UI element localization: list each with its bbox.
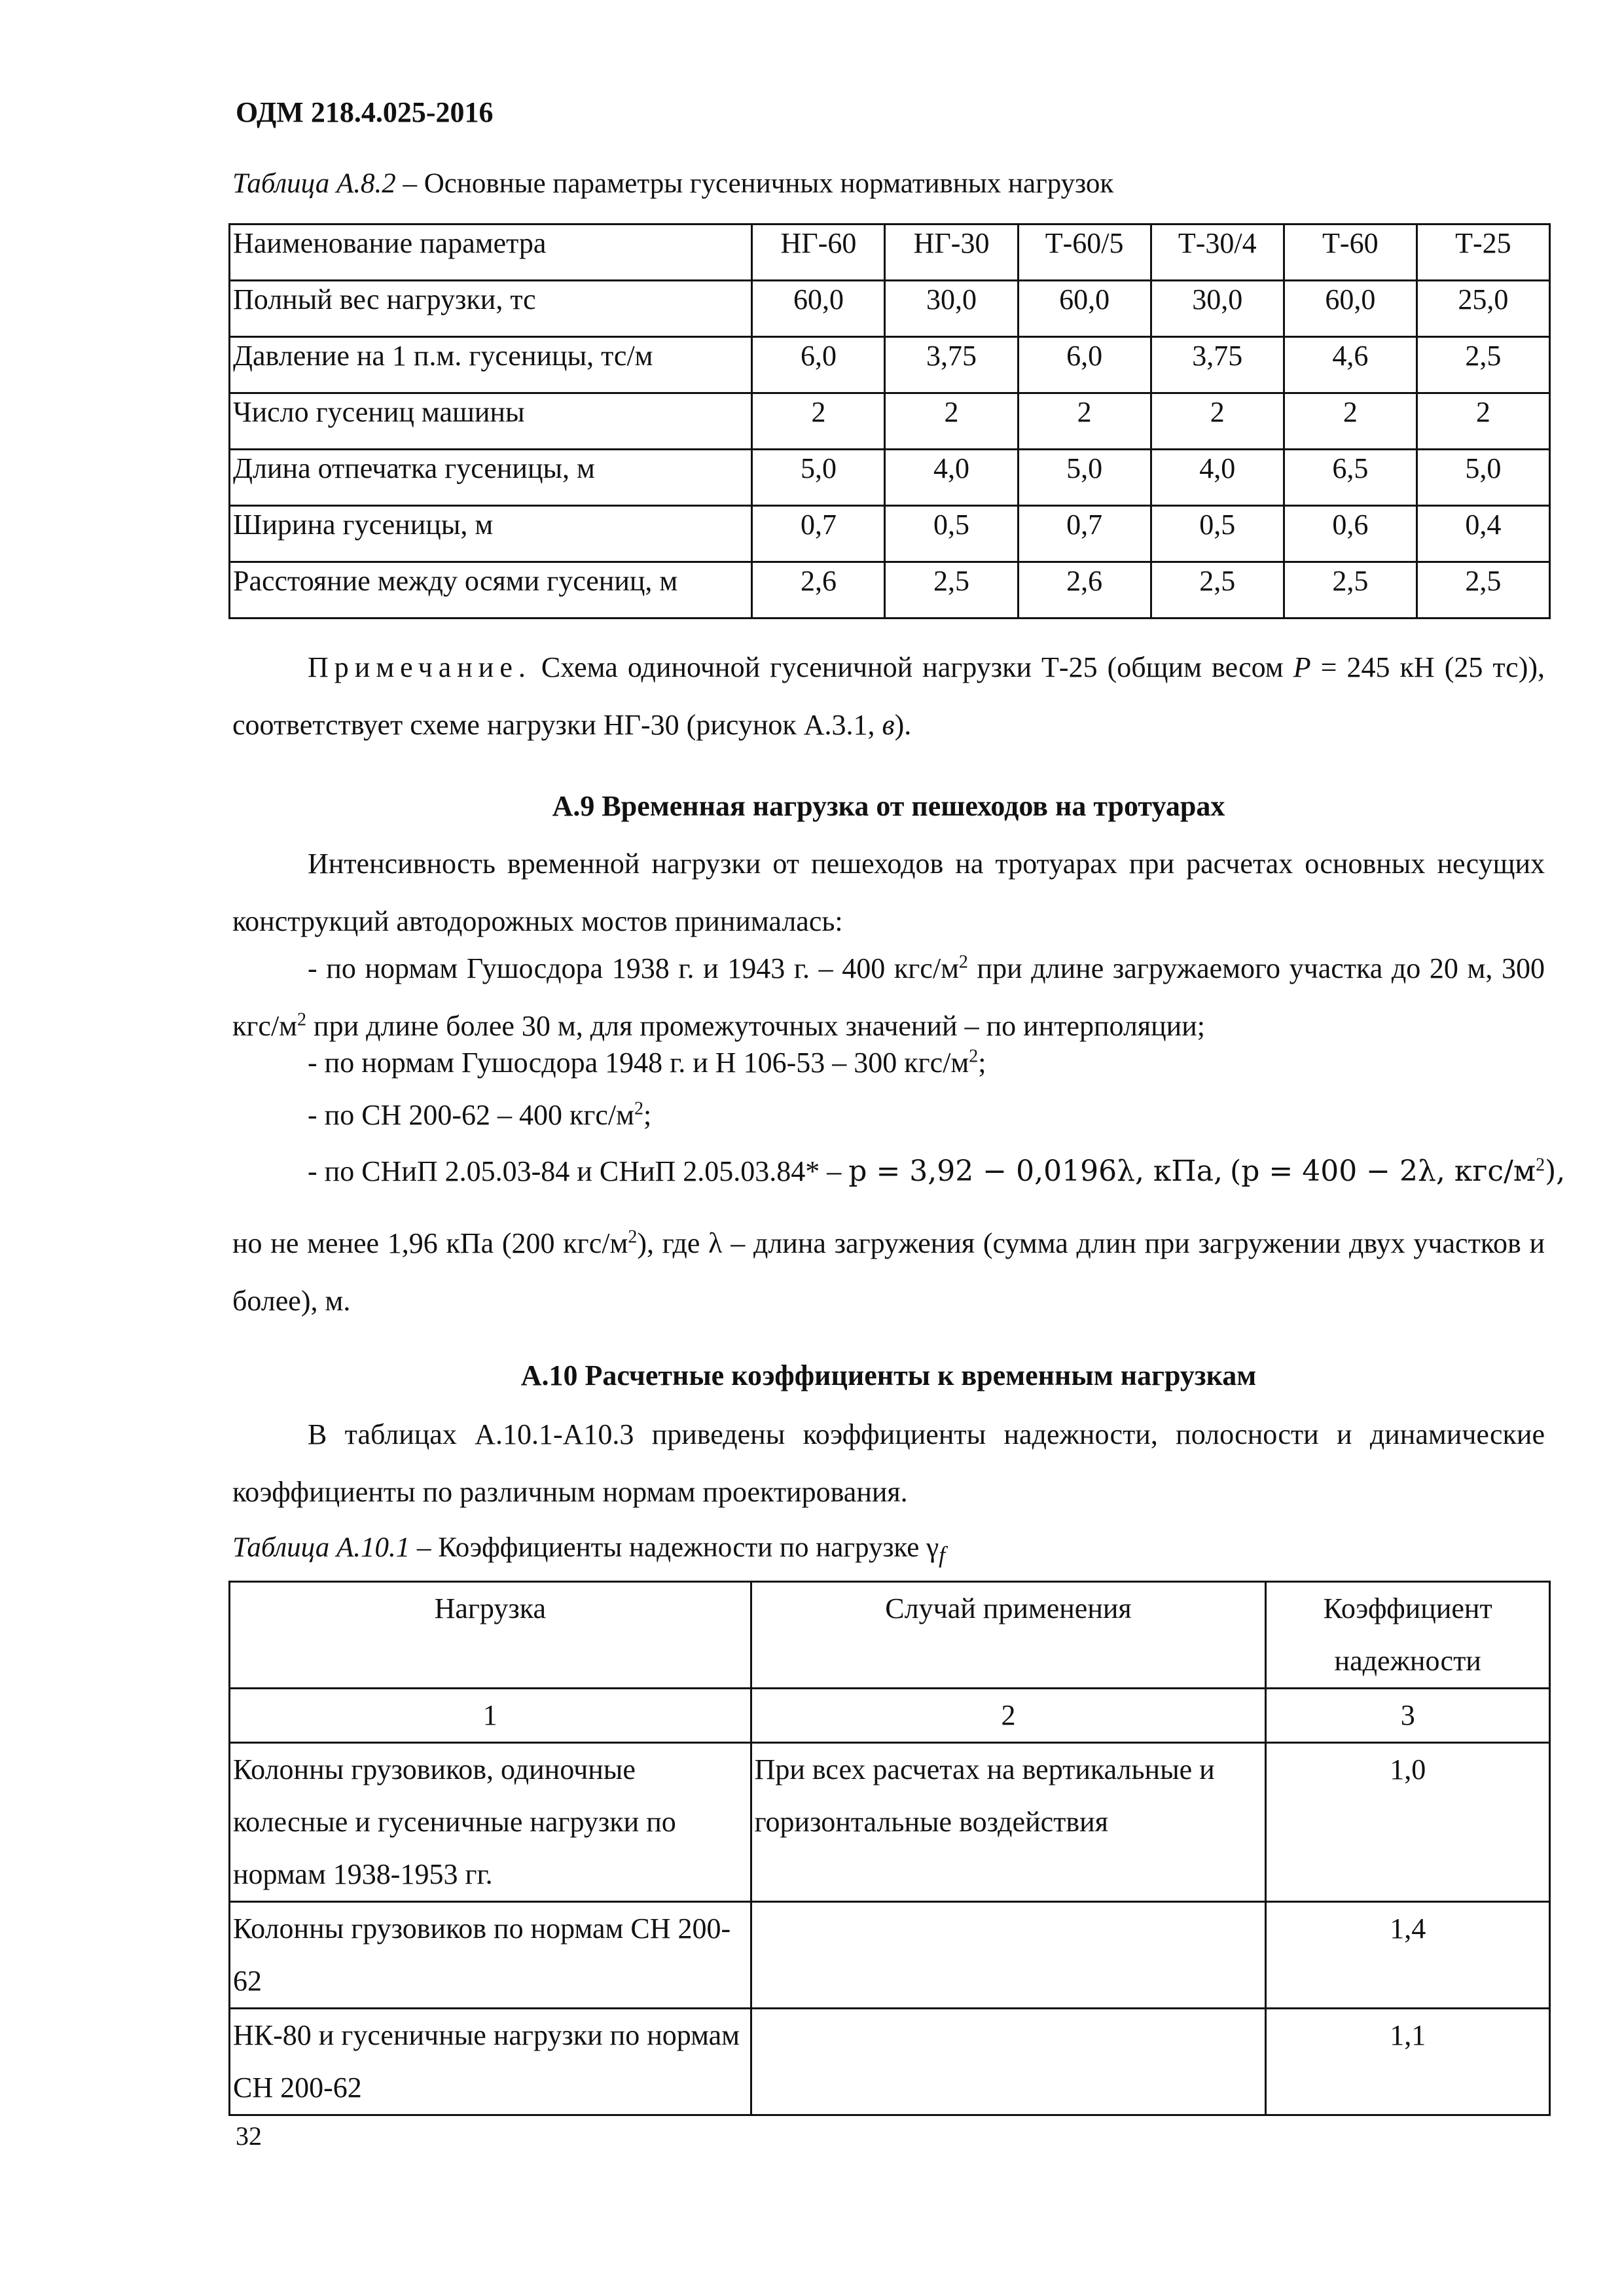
header-cell: Т-60/5 (1018, 224, 1151, 281)
track-loads-table (228, 223, 1551, 619)
table-cell: Расстояние между осями гусениц, м (230, 562, 752, 619)
table-row (230, 281, 1550, 337)
formula: p = 3,92 − 0,0196λ, кПа, (848, 1155, 1223, 1188)
table-row (230, 450, 1550, 506)
section-a9-intro: Интенсивность временной нагрузки от пешеходов на тротуарах при расчетах основных несущих конструкций автодорожных мостов принималась: (232, 848, 1545, 937)
table-cell: 2 (1416, 393, 1549, 450)
column-number: 2 (751, 1689, 1266, 1743)
table-cell: 2,6 (1018, 562, 1151, 619)
header-cell: Т-30/4 (1151, 224, 1284, 281)
table1-caption (232, 168, 1113, 200)
superscript: 2 (297, 1009, 307, 1030)
table-cell: 0,4 (1416, 506, 1549, 562)
table-cell: 2 (752, 393, 885, 450)
section-a9-continuation (232, 1215, 1545, 1330)
table-cell: 0,5 (885, 506, 1018, 562)
section-a9-item1 (232, 940, 1545, 1055)
table2-caption-sub: f (939, 1541, 946, 1568)
header-cell: Коэффициент надежности (1266, 1582, 1550, 1689)
table-cell: 30,0 (885, 281, 1018, 337)
table1-caption-label: Таблица А.8.2 (232, 168, 396, 199)
table-cell: 4,6 (1284, 337, 1416, 393)
table-cell: 4,0 (885, 450, 1018, 506)
table-cell: 2,5 (1151, 562, 1284, 619)
table1-caption-text: – Основные параметры гусеничных нормативных нагрузок (395, 168, 1114, 199)
table-cell: 2 (1151, 393, 1284, 450)
item-text: ; (978, 1047, 986, 1079)
table-header-row (230, 224, 1550, 281)
table-cell: 1,0 (1266, 1743, 1550, 1902)
table-row (230, 1743, 1550, 1902)
table-cell: 2,6 (752, 562, 885, 619)
header-cell: Т-25 (1416, 224, 1549, 281)
header-cell: Случай применения (751, 1582, 1266, 1689)
header-cell: НГ-30 (885, 224, 1018, 281)
note-var-p: P (1293, 651, 1311, 683)
table-cell: Давление на 1 п.м. гусеницы, тс/м (230, 337, 752, 393)
table2-caption (232, 1532, 945, 1569)
section-a9-item4 (308, 1155, 1565, 1188)
section-a9-title: А.9 Временная нагрузка от пешеходов на тротуарах (552, 790, 1225, 822)
table-cell: 6,0 (1018, 337, 1151, 393)
item-text: но не менее 1,96 кПа (200 кгс/м (232, 1227, 628, 1259)
superscript: 2 (628, 1227, 638, 1247)
table2-caption-text: – Коэффициенты надежности по нагрузке γ (410, 1532, 939, 1563)
table-cell: Ширина гусеницы, м (230, 506, 752, 562)
reliability-coefficients-table (228, 1581, 1551, 2116)
header-cell: НГ-60 (752, 224, 885, 281)
item-text: - по СН 200-62 – 400 кгс/м (308, 1099, 634, 1131)
table-cell: Длина отпечатка гусеницы, м (230, 450, 752, 506)
header-cell: Т-60 (1284, 224, 1416, 281)
column-number-row (230, 1689, 1550, 1743)
header-cell: Наименование параметра (230, 224, 752, 281)
item-text: при длине более 30 м, для промежуточных значений – по интерполяции; (306, 1010, 1205, 1042)
table-row (230, 393, 1550, 450)
note-text: = 245 кН (25 тс)), соответствует схеме нагрузки НГ-30 (рисунок А.3.1, (232, 651, 1545, 741)
table-cell: 2 (1284, 393, 1416, 450)
item-text: - по нормам Гушосдора 1938 г. и 1943 г. – 400 кгс/м (308, 952, 959, 984)
table-row (230, 2009, 1550, 2115)
table-cell: Число гусениц машины (230, 393, 752, 450)
table-cell: Колонны грузовиков по нормам СН 200-62 (230, 1902, 751, 2009)
document-code: ОДМ 218.4.025-2016 (236, 96, 494, 128)
table-cell: Колонны грузовиков, одиночные колесные и гусеничные нагрузки по нормам 1938-1953 гг. (230, 1743, 751, 1902)
table-cell: 2,5 (1416, 337, 1549, 393)
table-cell: 0,5 (1151, 506, 1284, 562)
formula: ), (1545, 1155, 1566, 1188)
table-cell: НК-80 и гусеничные нагрузки по нормам СН 200-62 (230, 2009, 751, 2115)
section-a9-item3 (308, 1098, 651, 1132)
column-number: 3 (1266, 1689, 1550, 1743)
table-cell: 5,0 (1416, 450, 1549, 506)
table-cell: 2,5 (885, 562, 1018, 619)
section-a10-title: А.10 Расчетные коэффициенты к временным нагрузкам (520, 1359, 1257, 1391)
column-number: 1 (230, 1689, 751, 1743)
item-text: - по нормам Гушосдора 1948 г. и Н 106-53 – 300 кгс/м (308, 1047, 969, 1079)
table-cell: 1,4 (1266, 1902, 1550, 2009)
superscript: 2 (958, 952, 968, 973)
table-cell: 5,0 (1018, 450, 1151, 506)
table-cell: 6,0 (752, 337, 885, 393)
table-header-row (230, 1582, 1550, 1689)
table-cell: 2,5 (1416, 562, 1549, 619)
header-cell: Нагрузка (230, 1582, 751, 1689)
table-cell: 0,6 (1284, 506, 1416, 562)
table2-caption-label: Таблица А.10.1 (232, 1532, 410, 1563)
table-cell (751, 2009, 1266, 2115)
section-a10-intro: В таблицах А.10.1-А10.3 приведены коэффициенты надежности, полосности и динамические коэффициенты по различным нормам проектирования. (232, 1418, 1545, 1508)
note-text: ). (894, 709, 912, 741)
superscript: 2 (1536, 1155, 1545, 1175)
table-cell (751, 1902, 1266, 2009)
item-text: при длине загружаемого участка до 20 м, 300 кгс/м (232, 952, 1545, 1042)
table-cell: 3,75 (885, 337, 1018, 393)
table-cell: 60,0 (1284, 281, 1416, 337)
table-cell: 60,0 (752, 281, 885, 337)
table-cell: 3,75 (1151, 337, 1284, 393)
note-text: Схема одиночной гусеничной нагрузки Т-25 (общим весом (531, 651, 1293, 683)
table-cell: 30,0 (1151, 281, 1284, 337)
item-text: - по СНиП 2.05.03-84 и СНиП 2.05.03.84* – (308, 1155, 849, 1187)
table-row (230, 506, 1550, 562)
table-cell: 60,0 (1018, 281, 1151, 337)
table-cell: 2,5 (1284, 562, 1416, 619)
item-text: ), где λ – длина загружения (сумма длин при загружении двух участков и более), м. (232, 1227, 1545, 1317)
table-cell: 2 (885, 393, 1018, 450)
table-cell: 1,1 (1266, 2009, 1550, 2115)
table-cell: 25,0 (1416, 281, 1549, 337)
table-cell: 0,7 (752, 506, 885, 562)
table-cell: 5,0 (752, 450, 885, 506)
table-cell: 6,5 (1284, 450, 1416, 506)
table-cell: При всех расчетах на вертикальные и горизонтальные воздействия (751, 1743, 1266, 1902)
table-row (230, 1902, 1550, 2009)
table-row (230, 337, 1550, 393)
table-cell: Полный вес нагрузки, тс (230, 281, 752, 337)
page-number: 32 (236, 2121, 262, 2151)
note-label: Примечание. (308, 651, 532, 683)
section-a9-item2 (308, 1046, 986, 1079)
table-cell: 0,7 (1018, 506, 1151, 562)
item-text: ; (643, 1099, 652, 1131)
formula: (p = 400 − 2λ, кгс/м (1230, 1155, 1536, 1188)
table-cell: 2 (1018, 393, 1151, 450)
table-note (232, 639, 1545, 754)
superscript: 2 (969, 1046, 979, 1067)
superscript: 2 (634, 1098, 643, 1119)
table-row (230, 562, 1550, 619)
table-cell: 4,0 (1151, 450, 1284, 506)
note-var-v: в (882, 709, 895, 741)
